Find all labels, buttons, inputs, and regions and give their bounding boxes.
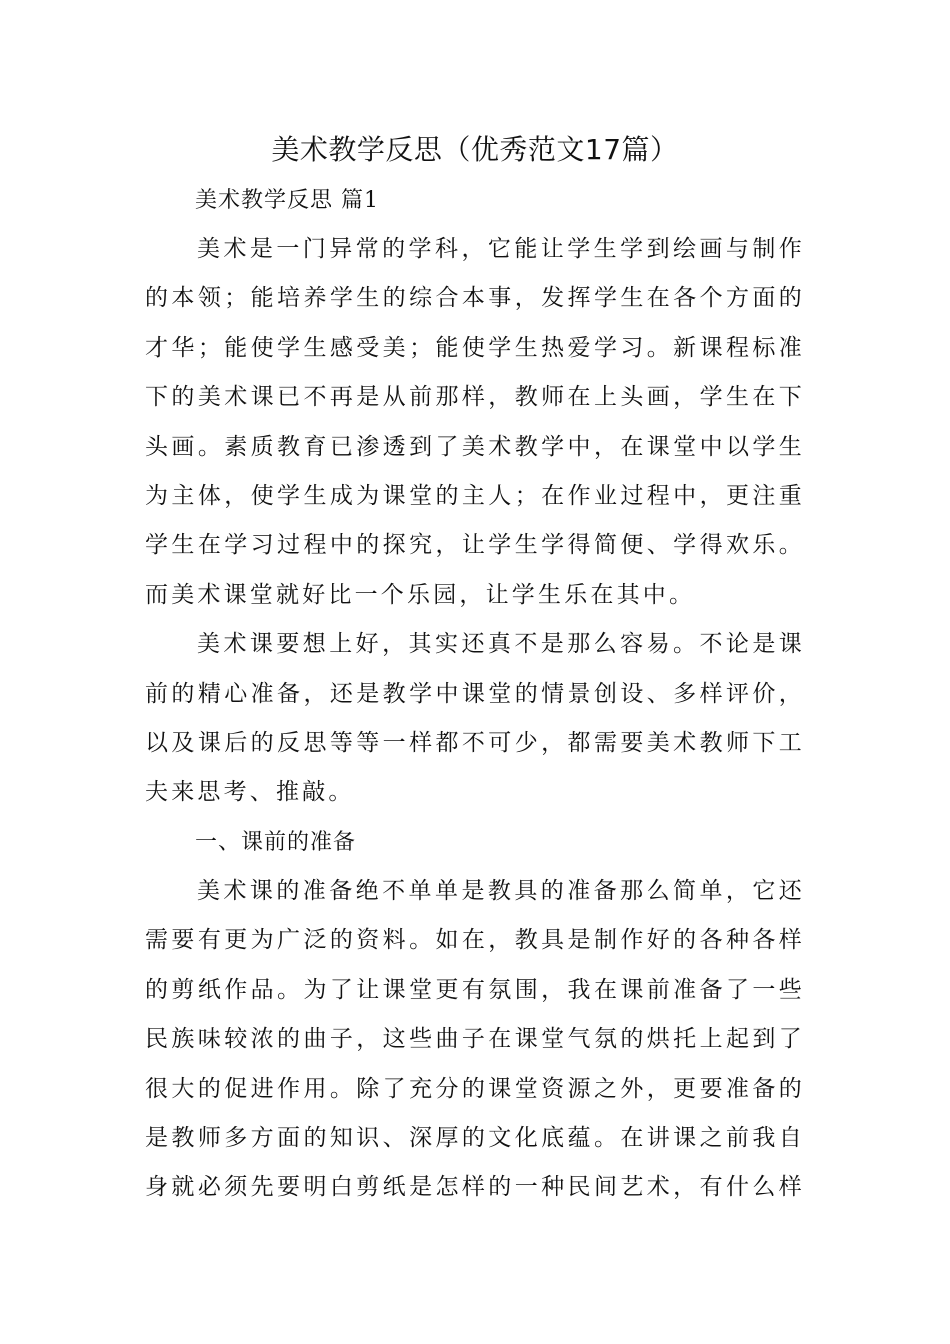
text-line: 是教师多方面的知识、深厚的文化底蕴。在讲课之前我自 <box>145 1124 805 1151</box>
document-title: 美术教学反思（优秀范文17篇） <box>271 133 679 166</box>
paragraph-3 <box>145 867 805 1213</box>
text-line: 的本领；能培养学生的综合本事，发挥学生在各个方面的 <box>145 285 805 312</box>
text-line: 需要有更为广泛的资料。如在，教具是制作好的各种各样 <box>145 927 805 954</box>
text-line: 才华；能使学生感受美；能使学生热爱学习。新课程标准 <box>145 334 805 361</box>
text-line: 前的精心准备，还是教学中课堂的情景创设、多样评价， <box>145 680 805 707</box>
text-line: 身就必须先要明白剪纸是怎样的一种民间艺术，有什么样 <box>145 1174 805 1201</box>
text-line: 夫来思考、推敲。 <box>145 779 355 806</box>
text-line: 学生在学习过程中的探究，让学生学得简便、学得欢乐。 <box>145 532 805 559</box>
text-line: 美术课要想上好，其实还真不是那么容易。不论是课 <box>197 631 805 658</box>
paragraph-2 <box>145 620 805 818</box>
text-line: 美术是一门异常的学科，它能让学生学到绘画与制作 <box>197 236 805 262</box>
text-line: 美术课的准备绝不单单是教具的准备那么简单，它还 <box>197 877 805 904</box>
subheading: 一、课前的准备 <box>195 829 357 855</box>
text-line: 民族味较浓的曲子，这些曲子在课堂气氛的烘托上起到了 <box>145 1026 805 1053</box>
text-line: 为主体，使学生成为课堂的主人；在作业过程中，更注重 <box>145 483 805 510</box>
text-line: 很大的促进作用。除了充分的课堂资源之外，更要准备的 <box>145 1075 805 1102</box>
text-line: 的剪纸作品。为了让课堂更有氛围，我在课前准备了一些 <box>145 976 805 1003</box>
paragraph-1 <box>145 225 805 620</box>
section-heading: 美术教学反思 篇1 <box>195 188 379 213</box>
text-line: 下的美术课已不再是从前那样，教师在上头画，学生在下 <box>145 384 805 411</box>
text-line: 而美术课堂就好比一个乐园，让学生乐在其中。 <box>145 581 696 608</box>
text-line: 头画。素质教育已渗透到了美术教学中，在课堂中以学生 <box>145 433 805 460</box>
text-line: 以及课后的反思等等一样都不可少，都需要美术教师下工 <box>145 730 805 757</box>
document-page <box>145 128 805 1213</box>
